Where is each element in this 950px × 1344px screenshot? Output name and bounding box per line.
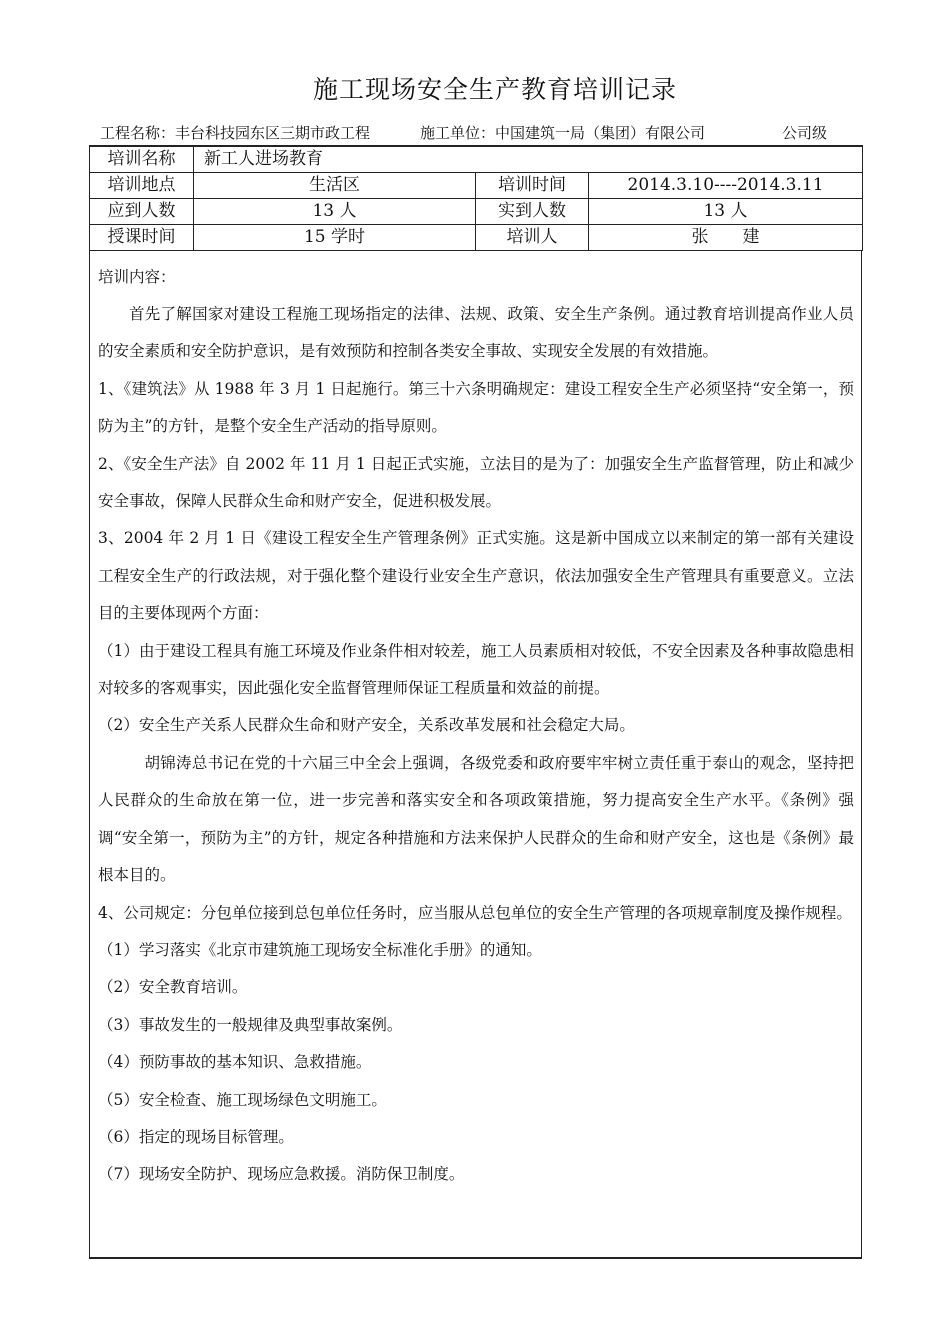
- training-time-value: 2014.3.10----2014.3.11: [589, 173, 863, 199]
- content-paragraph: （1）由于建设工程具有施工环境及作业条件相对较差，施工人员素质相对较低，不安全因素及各种事故隐患相对较多的客观事实，因此强化安全监督管理师保证工程质量和效益的前提。: [98, 641, 854, 698]
- table-row: [90, 173, 863, 199]
- actual-count-value: 13 人: [589, 199, 863, 225]
- document-title: 施工现场安全生产教育培训记录: [312, 75, 677, 104]
- trainer-value: 张 建: [589, 225, 863, 251]
- table-row: [90, 146, 863, 173]
- content-list-item: （7）现场安全防护、现场应急救援。消防保卫制度。: [98, 1165, 465, 1184]
- content-paragraph: 4、公司规定：分包单位接到总包单位任务时，应当服从总包单位的安全生产管理的各项规章制度及操作规程。: [98, 903, 852, 922]
- expected-count-value: 13 人: [194, 199, 476, 225]
- content-list-item: （5）安全检查、施工现场绿色文明施工。: [98, 1090, 387, 1109]
- training-info-table: [89, 145, 863, 251]
- content-list-item: （1）学习落实《北京市建筑施工现场安全标准化手册》的通知。: [98, 940, 542, 959]
- table-row: [90, 225, 863, 251]
- training-content: [98, 259, 854, 1194]
- training-name-value: 新工人进场教育: [194, 146, 863, 173]
- content-paragraph: 3、2004 年 2 月 1 日《建设工程安全生产管理条例》正式实施。这是新中国成立以来制定的第一部有关建设工程安全生产的行政法规，对于强化整个建设行业安全生产意识，依法加强安全生产管理具有重要意义。立法目的主要体现两个方面：: [98, 529, 854, 623]
- project-name: 工程名称：丰台科技园东区三期市政工程: [100, 124, 371, 142]
- actual-count-label: 实到人数: [476, 199, 589, 225]
- training-content-box: [89, 250, 862, 1259]
- construction-unit: 施工单位：中国建筑一局（集团）有限公司: [420, 124, 706, 142]
- training-place-label: 培训地点: [90, 173, 194, 199]
- content-list-item: （6）指定的现场目标管理。: [98, 1127, 294, 1146]
- content-paragraph: 2、《安全生产法》自 2002 年 11 月 1 日起正式实施，立法目的是为了：加强安全生产监督管理，防止和减少安全事故，保障人民群众生命和财产安全，促进积极发展。: [98, 454, 854, 511]
- expected-count-label: 应到人数: [90, 199, 194, 225]
- training-level: 公司级: [782, 124, 828, 142]
- class-hours-label: 授课时间: [90, 225, 194, 251]
- content-list-item: （3）事故发生的一般规律及典型事故案例。: [98, 1015, 403, 1034]
- table-row: [90, 199, 863, 225]
- training-place-value: 生活区: [194, 173, 476, 199]
- content-paragraph: 1、《建筑法》从 1988 年 3 月 1 日起施行。第三十六条明确规定：建设工程安全生产必须坚持“安全第一，预防为主”的方针，是整个安全生产活动的指导原则。: [98, 379, 854, 436]
- training-time-label: 培训时间: [476, 173, 589, 199]
- content-paragraph: 胡锦涛总书记在党的十六届三中全会上强调，各级党委和政府要牢牢树立责任重于泰山的观念，坚持把人民群众的生命放在第一位，进一步完善和落实安全和各项政策措施，努力提高安全生产水平。《条例》强调“安全第一，预防为主”的方针，规定各种措施和方法来保护人民群众的生命和财产安全，这也是《条例》最根本目的。: [98, 753, 854, 885]
- training-name-label: 培训名称: [90, 146, 194, 173]
- content-list-item: （2）安全教育培训。: [98, 978, 248, 997]
- trainer-label: 培训人: [476, 225, 589, 251]
- class-hours-value: 15 学时: [194, 225, 476, 251]
- content-list-item: （4）预防事故的基本知识、急救措施。: [98, 1053, 372, 1072]
- content-paragraph: （2）安全生产关系人民群众生命和财产安全，关系改革发展和社会稳定大局。: [98, 716, 635, 735]
- content-paragraph: 首先了解国家对建设工程施工现场指定的法律、法规、政策、安全生产条例。通过教育培训提高作业人员的安全素质和安全防护意识，是有效预防和控制各类安全事故、实现安全发展的有效措施。: [98, 305, 854, 361]
- content-heading: 培训内容：: [98, 268, 176, 286]
